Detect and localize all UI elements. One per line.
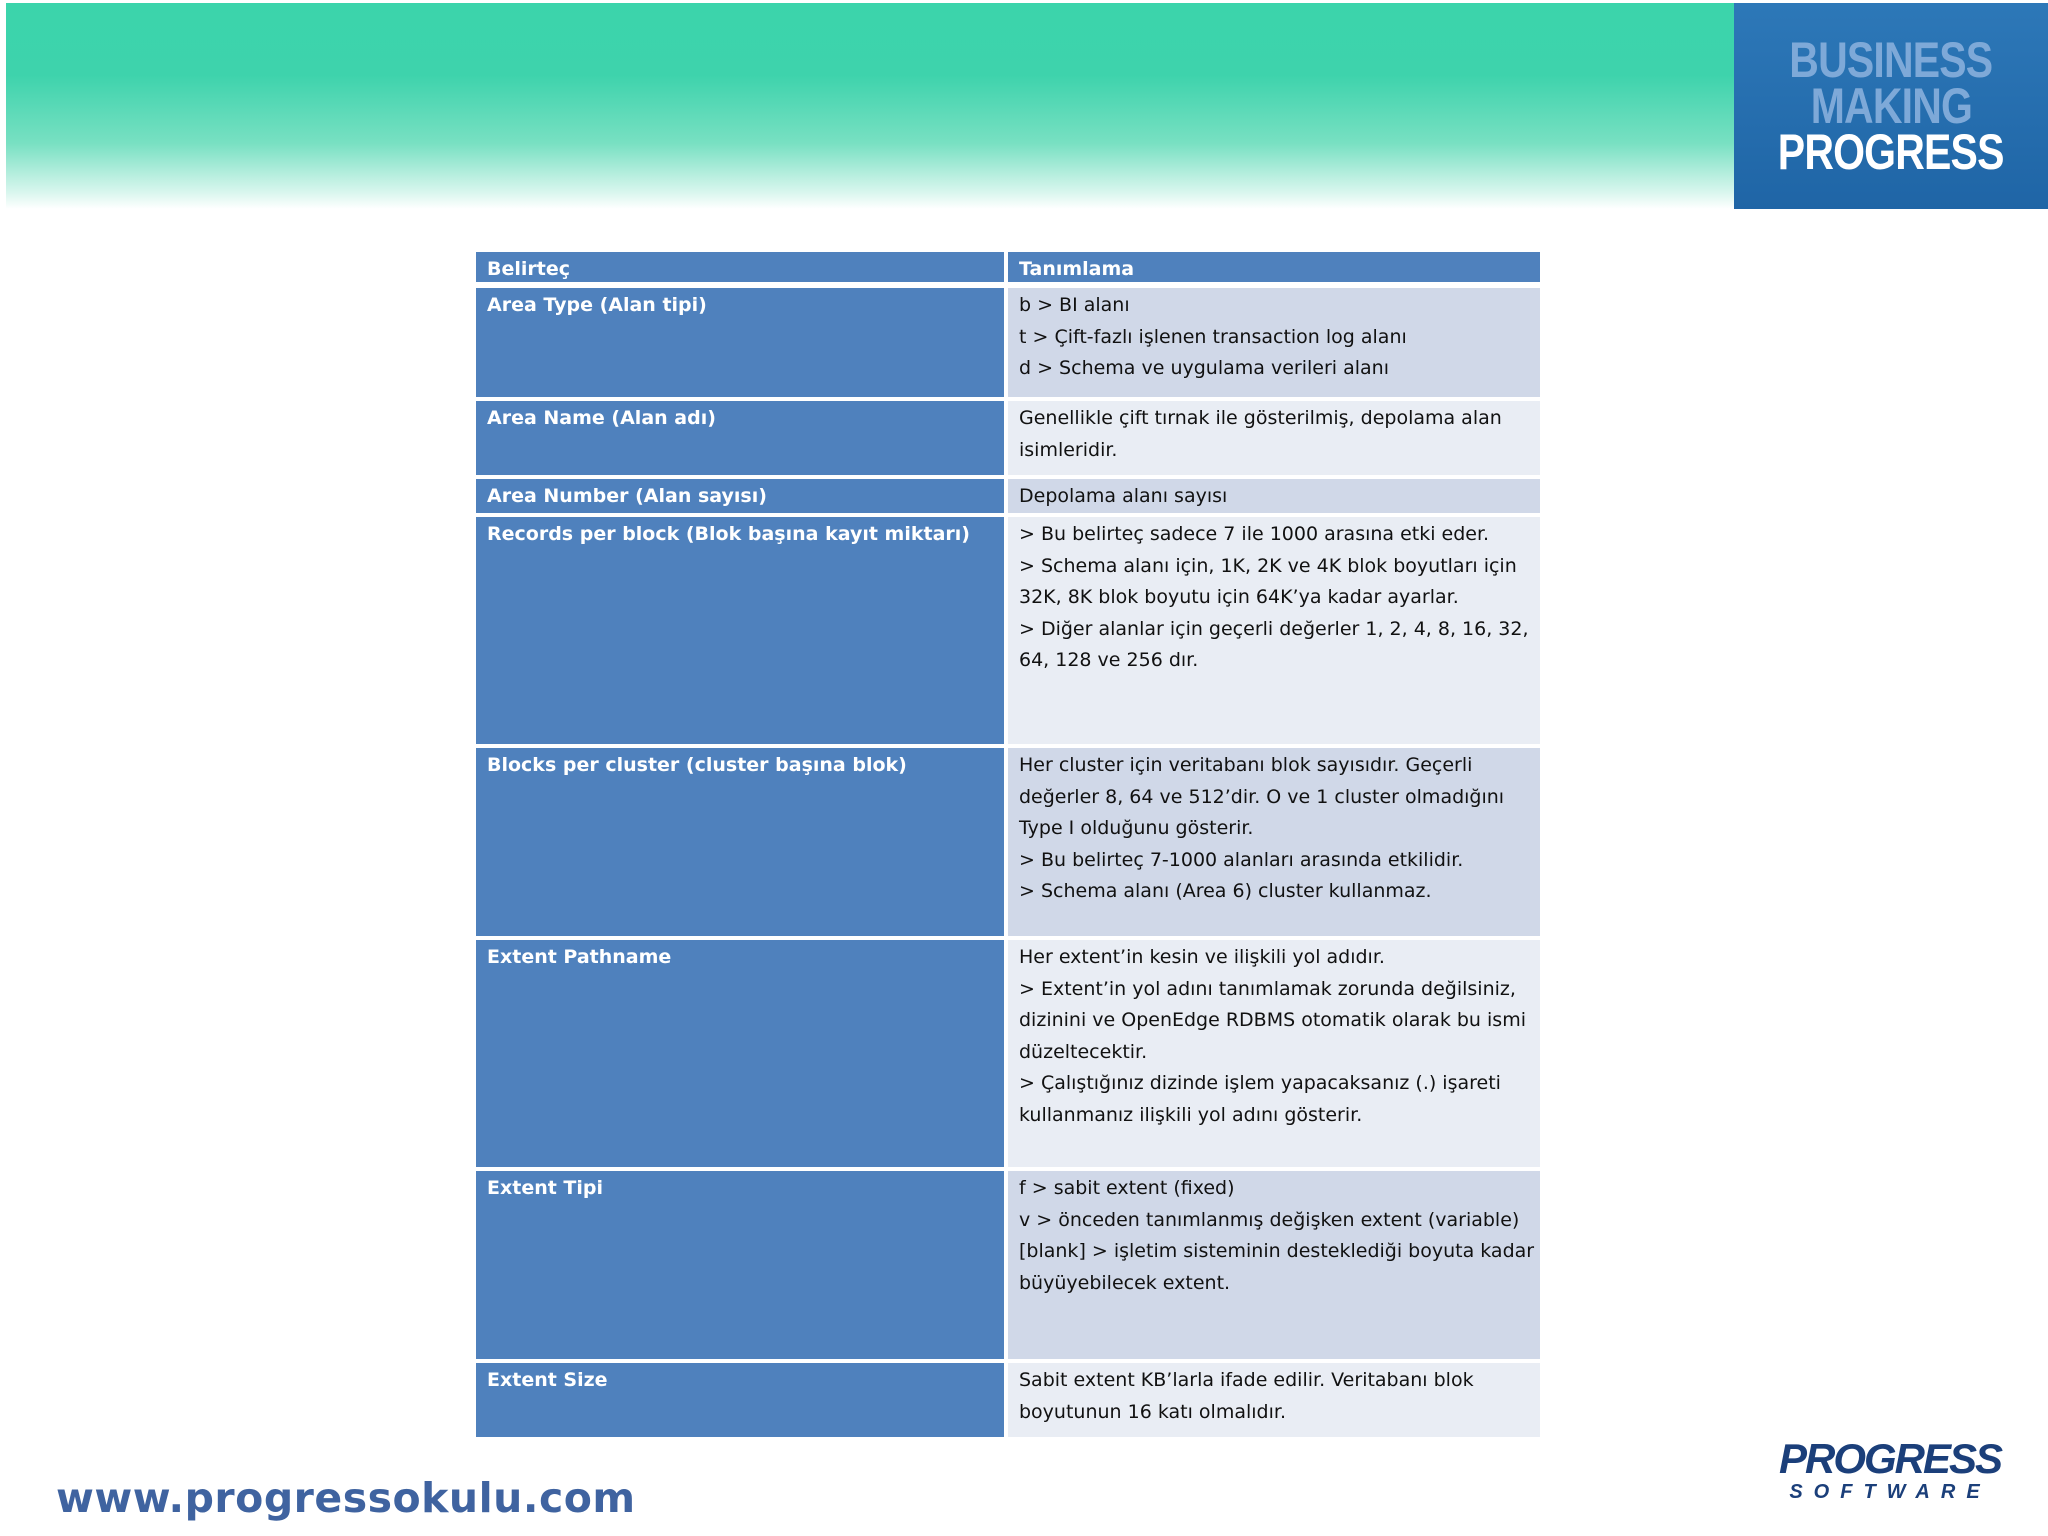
description-line: değerler 8, 64 ve 512’dir. O ve 1 cluster olmadığını xyxy=(1019,785,1505,808)
description-line: f > sabit extent (fixed) xyxy=(1019,1177,1235,1199)
row-term: Records per block (Blok başına kayıt miktarı) xyxy=(476,517,1004,744)
description-line: v > önceden tanımlanmış değişken extent (variable) xyxy=(1019,1208,1520,1231)
description-line: d > Schema ve uygulama verileri alanı xyxy=(1019,357,1389,379)
description-line: isimleridir. xyxy=(1019,438,1118,461)
header-cell-belirtec: Belirteç xyxy=(476,252,1004,282)
row-description xyxy=(1008,1363,1540,1437)
description-line: Her extent’in kesin ve ilişkili yol adıdır. xyxy=(1019,946,1385,968)
description-line: > Diğer alanlar için geçerli değerler 1, 2, 4, 8, 16, 32, xyxy=(1019,617,1529,640)
description-line: dizinini ve OpenEdge RDBMS otomatik olarak bu ismi xyxy=(1019,1009,1526,1031)
description-line: kullanmanız ilişkili yol adını gösterir. xyxy=(1019,1103,1363,1126)
row-term: Blocks per cluster (cluster başına blok) xyxy=(476,748,1004,936)
description-line: > Schema alanı (Area 6) cluster kullanmaz. xyxy=(1019,880,1432,902)
description-line: > Bu belirteç sadece 7 ile 1000 arasına etki eder. xyxy=(1019,523,1490,545)
description-line: düzeltecektir. xyxy=(1019,1040,1148,1063)
progress-logo-wordmark: PROGRESS xyxy=(1778,1435,2002,1482)
row-description xyxy=(1008,479,1540,513)
specifier-table xyxy=(476,252,1540,1441)
description-line: > Schema alanı için, 1K, 2K ve 4K blok boyutları için xyxy=(1019,554,1517,577)
description-line: > Çalıştığınız dizinde işlem yapacaksanız (.) işareti xyxy=(1019,1072,1501,1094)
description-line: Sabit extent KB’larla ifade edilir. Veritabanı blok xyxy=(1019,1369,1474,1391)
description-line: 32K, 8K blok boyutu için 64K’ya kadar ayarlar. xyxy=(1019,586,1459,608)
row-description xyxy=(1008,1171,1540,1359)
row-term: Extent Tipi xyxy=(476,1171,1004,1359)
logo-line-2: MAKING xyxy=(1810,78,1972,134)
business-making-progress-logo xyxy=(1734,3,2048,209)
description-line: 64, 128 ve 256 dır. xyxy=(1019,649,1199,671)
header-banner xyxy=(6,3,1734,209)
description-line: Type I olduğunu gösterir. xyxy=(1019,817,1254,839)
row-term: Extent Pathname xyxy=(476,940,1004,1167)
description-line: büyüyebilecek extent. xyxy=(1019,1271,1231,1294)
table-row xyxy=(476,401,1540,475)
table-row xyxy=(476,517,1540,744)
row-term: Area Number (Alan sayısı) xyxy=(476,479,1004,513)
table-row xyxy=(476,748,1540,936)
description-line: Her cluster için veritabanı blok sayısıdır. Geçerli xyxy=(1019,754,1473,776)
description-line: boyutunun 16 katı olmalıdır. xyxy=(1019,1400,1286,1423)
progress-software-logo xyxy=(1770,1435,2010,1518)
table-row xyxy=(476,288,1540,397)
table-row xyxy=(476,1171,1540,1359)
header-cell-tanimlama: Tanımlama xyxy=(1008,252,1540,282)
logo-line-1: BUSINESS xyxy=(1789,32,1993,88)
description-line: [blank] > işletim sisteminin desteklediği boyuta kadar xyxy=(1019,1240,1535,1262)
row-term: Area Type (Alan tipi) xyxy=(476,288,1004,397)
row-term: Area Name (Alan adı) xyxy=(476,401,1004,475)
table-row xyxy=(476,479,1540,513)
software-logo-subtitle: SOFTWARE xyxy=(1789,1481,1991,1503)
description-line: t > Çift-fazlı işlenen transaction log alanı xyxy=(1019,325,1407,348)
row-description xyxy=(1008,288,1540,397)
table-row xyxy=(476,1363,1540,1437)
row-description xyxy=(1008,940,1540,1167)
description-line: Genellikle çift tırnak ile gösterilmiş, depolama alan xyxy=(1019,407,1502,429)
row-description xyxy=(1008,748,1540,936)
description-line: Depolama alanı sayısı xyxy=(1019,485,1228,507)
description-line: > Bu belirteç 7-1000 alanları arasında etkilidir. xyxy=(1019,848,1464,871)
description-line: > Extent’in yol adını tanımlamak zorunda değilsiniz, xyxy=(1019,977,1516,1000)
logo-line-3: PROGRESS xyxy=(1778,124,2004,180)
description-line: b > BI alanı xyxy=(1019,294,1130,316)
table-row xyxy=(476,940,1540,1167)
row-description xyxy=(1008,517,1540,744)
row-term: Extent Size xyxy=(476,1363,1004,1437)
footer-website-url: www.progressokulu.com xyxy=(56,1474,636,1522)
row-description xyxy=(1008,401,1540,475)
table-header-row xyxy=(476,252,1540,282)
